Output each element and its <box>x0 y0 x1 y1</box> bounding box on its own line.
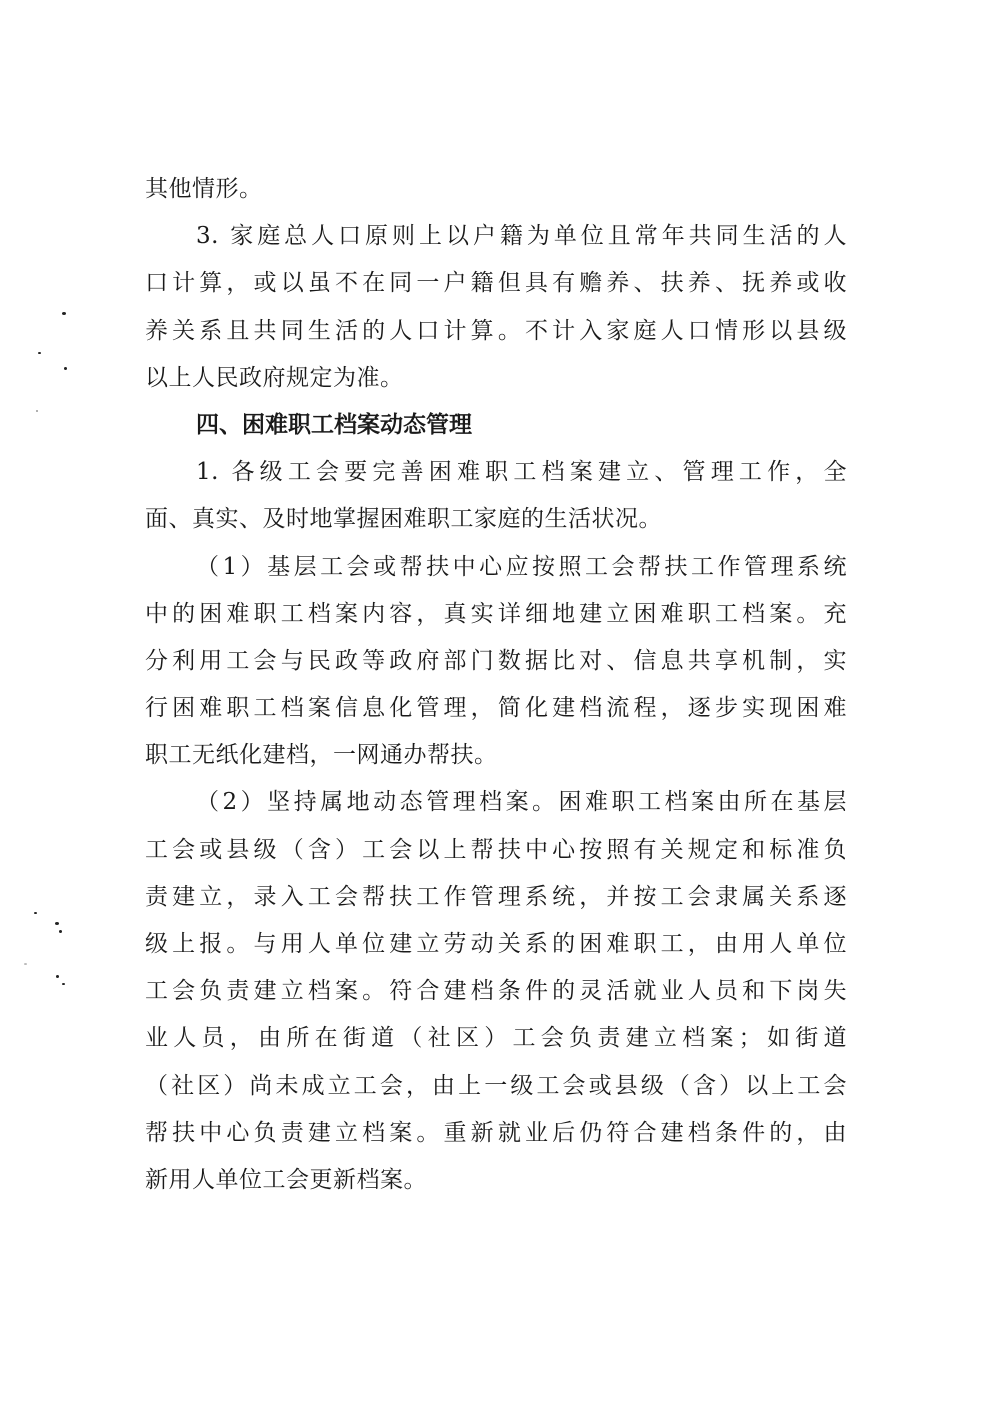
scan-speck <box>59 930 62 933</box>
text-line: （2）坚持属地动态管理档案。困难职工档案由所在基层 <box>196 789 847 816</box>
scan-speck <box>55 922 59 925</box>
section-heading: 四、困难职工档案动态管理 <box>196 411 472 438</box>
scan-speck <box>62 312 66 315</box>
scan-speck <box>34 912 37 914</box>
text-line: 工会负责建立档案。符合建档条件的灵活就业人员和下岗失 <box>145 978 847 1005</box>
scan-speck <box>62 983 65 985</box>
text-line: 业人员，由所在街道（社区）工会负责建立档案；如街道 <box>145 1025 847 1052</box>
text-line: 面、真实、及时地掌握困难职工家庭的生活状况。 <box>145 506 662 533</box>
text-line: 1. 各级工会要完善困难职工档案建立、管理工作，全 <box>196 459 847 486</box>
text-line: 职工无纸化建档，一网通办帮扶。 <box>145 742 498 769</box>
text-line: 口计算，或以虽不在同一户籍但具有赡养、扶养、抚养或收 <box>145 270 847 297</box>
document-body <box>145 166 847 1204</box>
text-line: 新用人单位工会更新档案。 <box>145 1166 427 1193</box>
text-line: 中的困难职工档案内容，真实详细地建立困难职工档案。充 <box>145 600 847 627</box>
text-line: 养关系且共同生活的人口计算。不计入家庭人口情形以县级 <box>145 317 847 344</box>
text-line: 以上人民政府规定为准。 <box>145 364 404 391</box>
text-line: 责建立，录入工会帮扶工作管理系统，并按工会隶属关系逐 <box>145 883 847 910</box>
text-line: 级上报。与用人单位建立劳动关系的困难职工，由用人单位 <box>145 931 847 957</box>
scan-speck <box>36 410 38 412</box>
scan-speck <box>64 367 67 370</box>
scan-speck <box>56 975 59 978</box>
text-line: 行困难职工档案信息化管理，简化建档流程，逐步实现困难 <box>145 695 847 722</box>
text-line: 分利用工会与民政等政府部门数据比对、信息共享机制，实 <box>145 647 847 674</box>
scan-speck <box>38 352 41 354</box>
text-line: 3. 家庭总人口原则上以户籍为单位且常年共同生活的人 <box>196 223 847 250</box>
text-line: （1）基层工会或帮扶中心应按照工会帮扶工作管理系统 <box>196 553 847 580</box>
scan-speck <box>24 963 27 965</box>
text-line: （社区）尚未成立工会，由上一级工会或县级（含）以上工会 <box>145 1072 847 1099</box>
text-line: 工会或县级（含）工会以上帮扶中心按照有关规定和标准负 <box>145 836 847 863</box>
text-line: 其他情形。 <box>145 176 263 202</box>
text-line: 帮扶中心负责建立档案。重新就业后仍符合建档条件的，由 <box>145 1119 847 1146</box>
